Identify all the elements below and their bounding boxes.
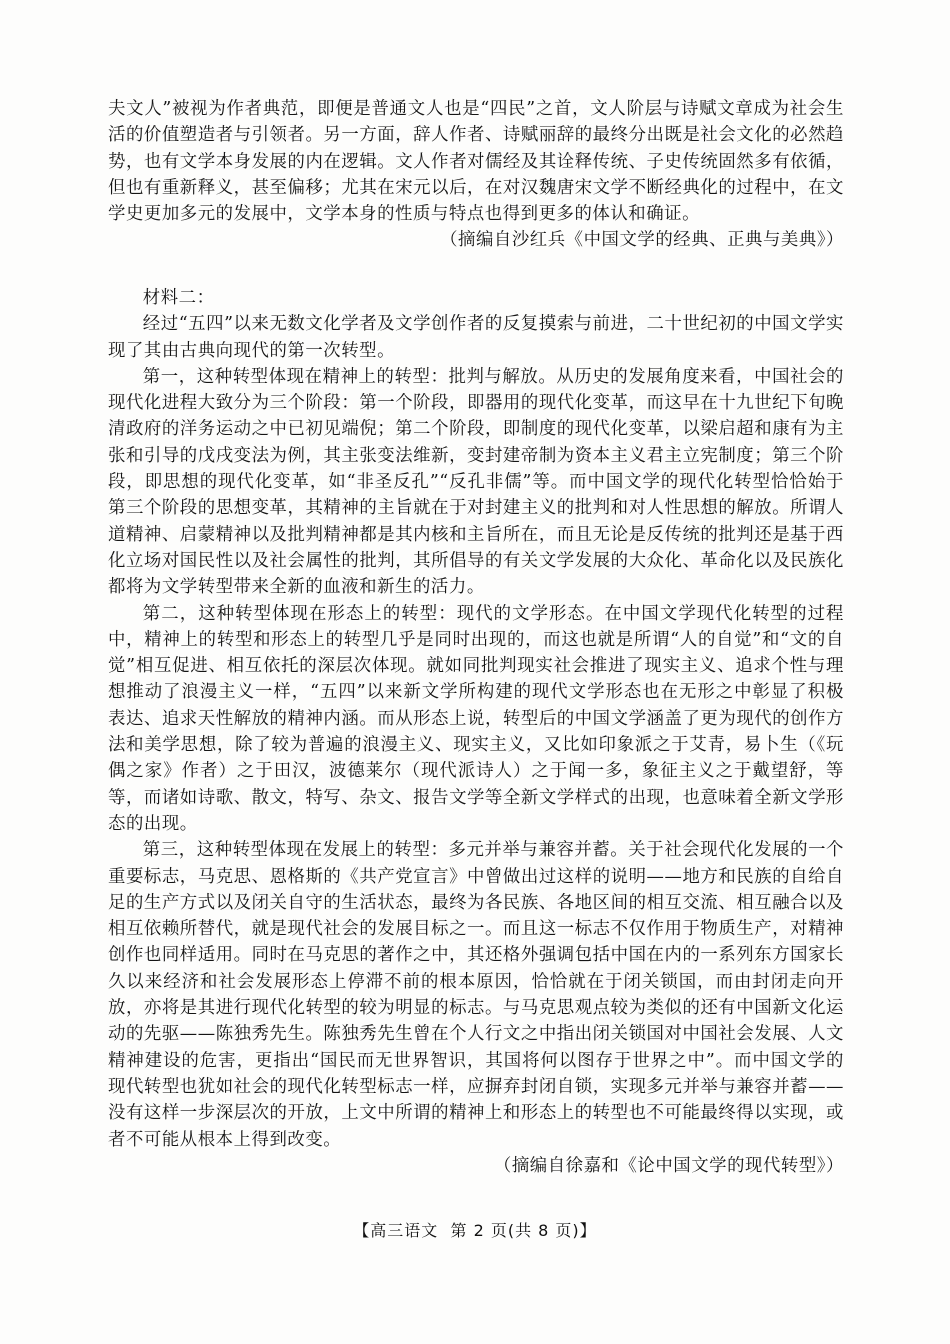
material-two-paragraph-4: 第三，这种转型体现在发展上的转型：多元并举与兼容并蓄。关于社会现代化发展的一个重要标志，马克思、恩格斯的《共产党宣言》中曾做出过这样的说明——地方和民族的自给自足的生产方式以及闭关自守的生活状态，最终为各民族、各地区间的相互交流、相互融合以及相互依赖所替代，就是现代社会的发展目标之一。而且这一标志不仅作用于物质生产，对精神创作也同样适用。同时在马克思的著作之中，其还格外强调包括中国在内的一系列东方国家长久以来经济和社会发展形态上停滞不前的根本原因，恰恰就在于闭关锁国，而由封闭走向开放，亦将是其进行现代化转型的较为明显的标志。与马克思观点较为类似的还有中国新文化运动的先驱——陈独秀先生。陈独秀先生曾在个人行文之中指出闭关锁国对中国社会发展、人文精神建设的危害，更指出“国民而无世界智识，其国将何以图存于世界之中”。而中国文学的现代转型也犹如社会的现代化转型标志一样，应摒弃封闭自锁，实现多元并举与兼容并蓄——没有这样一步深层次的开放，上文中所谓的精神上和形态上的转型也不可能最终得以实现，或者不可能从根本上得到改变。 [108,840,844,1150]
material-two-source: （摘编自徐嘉和《论中国文学的现代转型》） [493,1155,844,1176]
footer-page-number: 第 2 页(共 8 页)】 [450,1221,597,1240]
material-two-label: 材料二： [142,288,215,308]
page-footer [0,1218,950,1241]
footer-subject: 【高三语文 [353,1221,439,1240]
material-two-section [108,285,844,1179]
material-one-tail-paragraph: 夫文人”被视为作者典范，即便是普通文人也是“四民”之首，文人阶层与诗赋文章成为社会生活的价值塑造者与引领者。另一方面，辞人作者、诗赋丽辞的最终分出既是社会文化的必然趋势，也有文学本身发展的内在逻辑。文人作者对儒经及其诠释传统、子史传统固然多有依循，但也有重新释义，甚至偏移；尤其在宋元以后，在对汉魏唐宋文学不断经典化的过程中，在文学史更加多元的发展中，文学本身的性质与特点也得到更多的体认和确证。 [108,99,844,225]
material-one-source: （摘编自沙红兵《中国文学的经典、正典与美典》） [440,230,844,251]
material-two-paragraph-2: 第一，这种转型体现在精神上的转型：批判与解放。从历史的发展角度来看，中国社会的现代化进程大致分为三个阶段：第一个阶段，即器用的现代化变革，而这早在十九世纪下旬晚清政府的洋务运动之中已初见端倪；第二个阶段，即制度的现代化变革，以梁启超和康有为主张和引导的戊戌变法为例，其主张变法维新，变封建帝制为资本主义君主立宪制度；第三个阶段，即思想的现代化变革，如“非圣反孔”“反孔非儒”等。而中国文学的现代化转型恰恰始于第三个阶段的思想变革，其精神的主旨就在于对封建主义的批判和对人性思想的解放。所谓人道精神、启蒙精神以及批判精神都是其内核和主旨所在，而且无论是反传统的批判还是基于西化立场对国民性以及社会属性的批判，其所倡导的有关文学发展的大众化、革命化以及民族化都将为文学转型带来全新的血液和新生的活力。 [108,366,844,598]
material-two-paragraph-1: 经过“五四”以来无数文化学者及文学创作者的反复摸索与前进，二十世纪初的中国文学实现了其由古典向现代的第一次转型。 [108,314,844,361]
material-two-paragraph-3: 第二，这种转型体现在形态上的转型：现代的文学形态。在中国文学现代化转型的过程中，精神上的转型和形态上的转型几乎是同时出现的，而这也就是所谓“人的自觉”和“文的自觉”相互促进、相互依托的深层次体现。就如同批判现实社会推进了现实主义、追求个性与理想推动了浪漫主义一样，“五四”以来新文学所构建的现代文学形态也在无形之中彰显了积极表达、追求天性解放的精神内涵。而从形态上说，转型后的中国文学涵盖了更为现代的创作方法和美学思想，除了较为普遍的浪漫主义、现实主义，又比如印象派之于艾青，易卜生（《玩偶之家》作者）之于田汉，波德莱尔（现代派诗人）之于闻一多，象征主义之于戴望舒，等等，而诸如诗歌、散文，特写、杂文、报告文学等全新文学样式的出现，也意味着全新文学形态的出现。 [108,603,844,834]
material-one-section [108,96,844,254]
